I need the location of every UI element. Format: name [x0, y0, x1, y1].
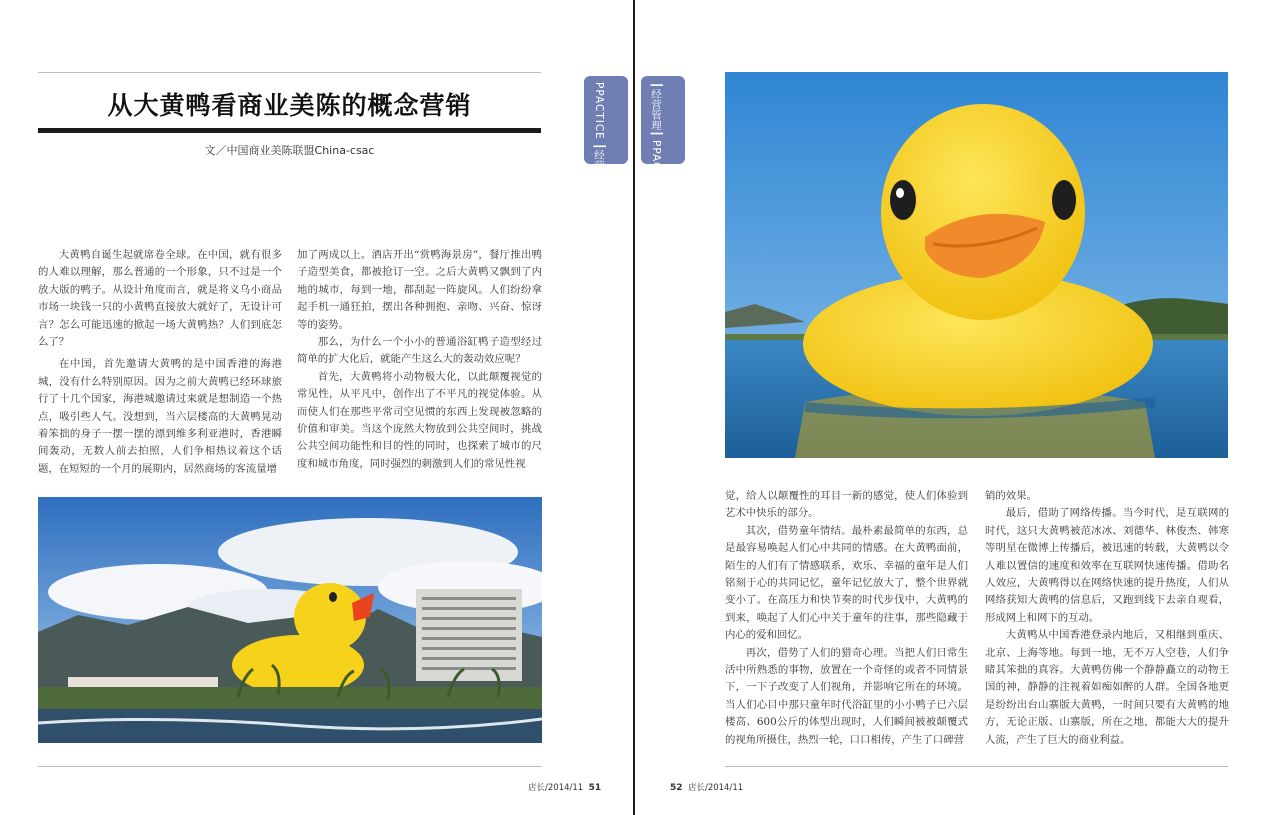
footer-brand: 店长 [687, 783, 705, 793]
footer-left [528, 781, 601, 793]
section-tab-right [641, 76, 685, 198]
page-number: 51 [588, 783, 602, 793]
paragraph: 最后，借助了网络传播。当今时代，是互联网的时代，这只大黄鸭被范冰冰、刘德华、林俊杰、韩寒等明星在微博上传播后，被迅速的转载，大黄鸭以令人难以置信的速度和效率在互联网快速传播。借助名人效应，大黄鸭得以在网络快速的提升热度，人们从网络获知大黄鸭的信息后，又跑到线下去亲自观看，形成网上和网下的互动。 [985, 507, 1229, 624]
section-tab-left [584, 76, 628, 198]
paragraph: 首先，大黄鸭将小动物极大化，以此颠覆视觉的常见性，从平凡中，创作出了不平凡的视觉体验。从而使人们在那些平常司空见惯的东西上发现被忽略的价值和审美。当这个庞然大物放到公共空间时，挑战公共空间功能性和目的性的同时，也探索了城市的尺度和城市角度，同时强烈的刺激到人们的常见性视 [297, 370, 542, 470]
right-duck-photo [725, 72, 1228, 458]
footer-brand: 店长 [528, 783, 546, 793]
section-tab-chinese: ┃经营管理┃ [650, 82, 662, 137]
article-byline: 文／中国商业美陈联盟China-csac [204, 144, 375, 157]
text-column-3 [725, 488, 968, 749]
section-tab-english: PPACTICE [593, 82, 605, 140]
text-column-4 [985, 488, 1229, 749]
section-tab-chinese: ┃经营管理┃ [593, 143, 605, 198]
page-spine [633, 0, 635, 815]
footer-rule-left [38, 766, 542, 767]
paragraph: 销的效果。 [985, 490, 1037, 502]
paragraph: 其次，借势童年情结。最朴素最简单的东西，总是最容易唤起人们心中共同的情感。在大黄鸭面前，陌生的人们有了情感联系，欢乐、幸福的童年是人们铭刻于心的共同记忆，童年记忆放大了，整个世界就变小了。在高压力和快节奏的时代步伐中，大黄鸭的到来，唤起了人们心中关于童年的往事，那些隐藏于内心的爱和回忆。 [725, 524, 968, 642]
section-tab-english: PPACTICE [650, 140, 662, 198]
paragraph: 觉，给人以颠覆性的耳目一新的感觉，使人们体验到艺术中快乐的部分。 [725, 490, 968, 520]
title-bottom-rule [38, 128, 541, 133]
paragraph: 再次，借势了人们的猎奇心理。当把人们日常生活中所熟悉的事物，放置在一个奇怪的或者不同情景下，一下子改变了人们视角，并影响它所在的环境。当人们心目中那只童年时代浴缸里的小小鸭子已六层楼高、600公斤的体型出现时，人们瞬间被被颠覆式的视角所摄住，热烈一轮，口口相传，产生了口碑营 [725, 646, 968, 746]
footer-date: /2014/11 [545, 783, 584, 793]
text-column-2 [297, 247, 542, 473]
paragraph: 那么，为什么一个小小的普通浴缸鸭子造型经过简单的扩大化后，就能产生这么大的轰动效应呢？ [297, 336, 542, 366]
footer-rule-right [725, 766, 1228, 767]
text-column-1 [38, 247, 282, 478]
title-top-rule [38, 72, 541, 73]
left-duck-photo [38, 497, 542, 743]
paragraph: 在中国，首先邀请大黄鸭的是中国香港的海港城，没有什么特别原因。因为之前大黄鸭已经环球旅行了十几个国家，海港城邀请过来就是想制造一个热点，吸引些人气。没想到，当六层楼高的大黄鸭晃动着笨拙的身子一摆一摆的漂到维多利亚港时，香港瞬间轰动，无数人前去拍照，人们争相热议着这个话题，在短短的一个月的展期内，居然商场的客流量增 [38, 358, 282, 475]
article-title: 从大黄鸭看商业美陈的概念营销 [107, 91, 472, 120]
paragraph: 加了两成以上。酒店开出“赏鸭海景房”，餐厅推出鸭子造型美食，都被抢订一空。之后大黄鸭又飘到了内地的城市，每到一地，都刮起一阵旋风。人们纷纷拿起手机一通狂拍，摆出各种拥抱、亲吻、兴奋、惊讶等的姿势。 [297, 249, 542, 331]
paragraph: 大黄鸭从中国香港登录内地后，又相继到重庆、北京、上海等地。每到一地，无不万人空巷，人们争睹其笨拙的真容。大黄鸭仿佛一个静静矗立的动物王国的神，静静的注视着如痴如醉的人群。全国各地更是纷纷出台山寨版大黄鸭，一时间只要有大黄鸭的地方，无论正版、山寨版，所在之地，都能大大的提升人流，产生了巨大的商业利益。 [985, 629, 1229, 746]
paragraph: 大黄鸭自诞生起就席卷全球。在中国，就有很多的人难以理解，那么普通的一个形象，只不过是一个放大版的鸭子。从设计角度而言，就是将义乌小商品市场一块钱一只的小黄鸭直接放大就好了，无设计可言？怎么可能迅速的掀起一场大黄鸭热？人们到底怎么了？ [38, 249, 282, 349]
footer-date: /2014/11 [704, 783, 744, 793]
footer-right [670, 781, 743, 793]
page-number: 52 [670, 783, 683, 793]
